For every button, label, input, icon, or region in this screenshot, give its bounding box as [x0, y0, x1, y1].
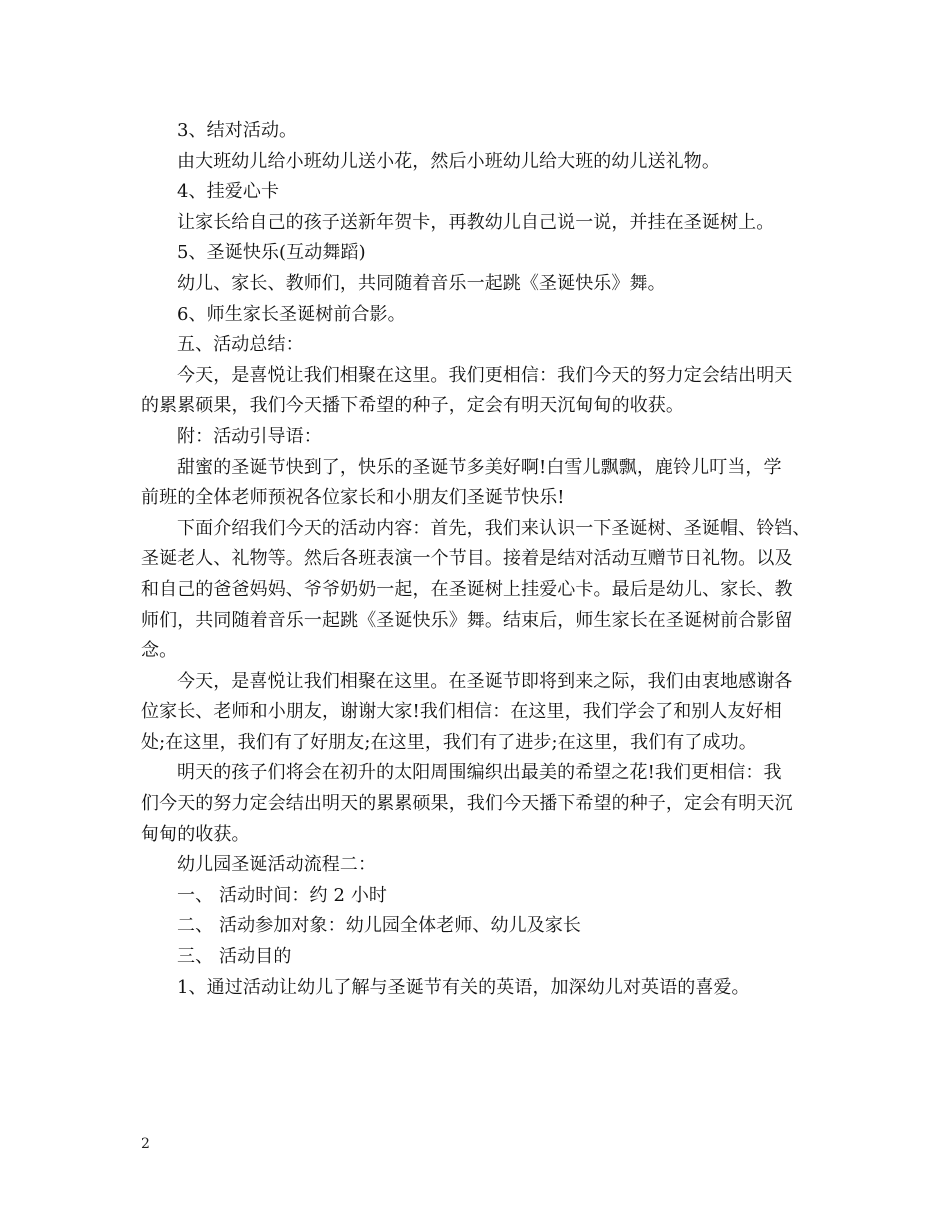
- text-line: 1、通过活动让幼儿了解与圣诞节有关的英语，加深幼儿对英语的喜爱。: [177, 976, 750, 998]
- list-item: 一、 活动时间：约 2 小时: [177, 884, 388, 906]
- text-line: 让家长给自己的孩子送新年贺卡，再教幼儿自己说一说，并挂在圣诞树上。: [177, 211, 775, 233]
- text-line: 甸甸的收获。: [141, 823, 250, 845]
- text-line: 们今天的努力定会结出明天的累累硕果，我们今天播下希望的种子，定会有明天沉: [141, 793, 793, 815]
- text-line: 4、挂爱心卡: [177, 181, 280, 203]
- text-line: 由大班幼儿给小班幼儿送小花，然后小班幼儿给大班的幼儿送礼物。: [177, 150, 720, 172]
- list-item: 二、 活动参加对象：幼儿园全体老师、幼儿及家长: [177, 915, 582, 937]
- text-line: 今天，是喜悦让我们相聚在这里。在圣诞节即将到来之际，我们由衷地感谢各: [177, 670, 793, 692]
- text-line: 幼儿、家长、教师们，共同随着音乐一起跳《圣诞快乐》舞。: [177, 272, 666, 294]
- section-heading: 幼儿园圣诞活动流程二：: [177, 854, 377, 876]
- text-line: 的累累硕果，我们今天播下希望的种子，定会有明天沉甸甸的收获。: [141, 395, 684, 417]
- text-line: 3、结对活动。: [177, 120, 298, 141]
- text-line: 6、师生家长圣诞树前合影。: [177, 303, 406, 325]
- text-line: 下面介绍我们今天的活动内容：首先，我们来认识一下圣诞树、圣诞帽、铃铛、: [177, 517, 811, 539]
- section-heading: 附：活动引导语：: [177, 425, 322, 447]
- text-line: 明天的孩子们将会在初升的太阳周围编织出最美的希望之花!我们更相信：我: [177, 762, 782, 784]
- page-number: 2: [141, 1136, 150, 1152]
- text-line: 师们，共同随着音乐一起跳《圣诞快乐》舞。结束后，师生家长在圣诞树前合影留: [141, 609, 793, 631]
- text-line: 圣诞老人、礼物等。然后各班表演一个节目。接着是结对活动互赠节日礼物。以及: [141, 548, 793, 570]
- text-line: 和自己的爸爸妈妈、爷爷奶奶一起，在圣诞树上挂爱心卡。最后是幼儿、家长、教: [141, 578, 793, 600]
- text-line: 念。: [141, 640, 178, 662]
- text-line: 处;在这里，我们有了好朋友;在这里，我们有了进步;在这里，我们有了成功。: [141, 731, 757, 753]
- text-line: 甜蜜的圣诞节快到了，快乐的圣诞节多美好啊!白雪儿飘飘，鹿铃儿叮当，学: [177, 456, 782, 478]
- body-text: [141, 116, 821, 1003]
- text-line: 位家长、老师和小朋友，谢谢大家!我们相信：在这里，我们学会了和别人友好相: [141, 701, 782, 723]
- section-heading: 五、活动总结：: [177, 334, 304, 356]
- list-item: 三、 活动目的: [177, 946, 292, 968]
- text-line: 5、圣诞快乐(互动舞蹈): [177, 242, 366, 264]
- text-line: 今天，是喜悦让我们相聚在这里。我们更相信：我们今天的努力定会结出明天: [177, 364, 793, 386]
- text-line: 前班的全体老师预祝各位家长和小朋友们圣诞节快乐!: [141, 487, 565, 509]
